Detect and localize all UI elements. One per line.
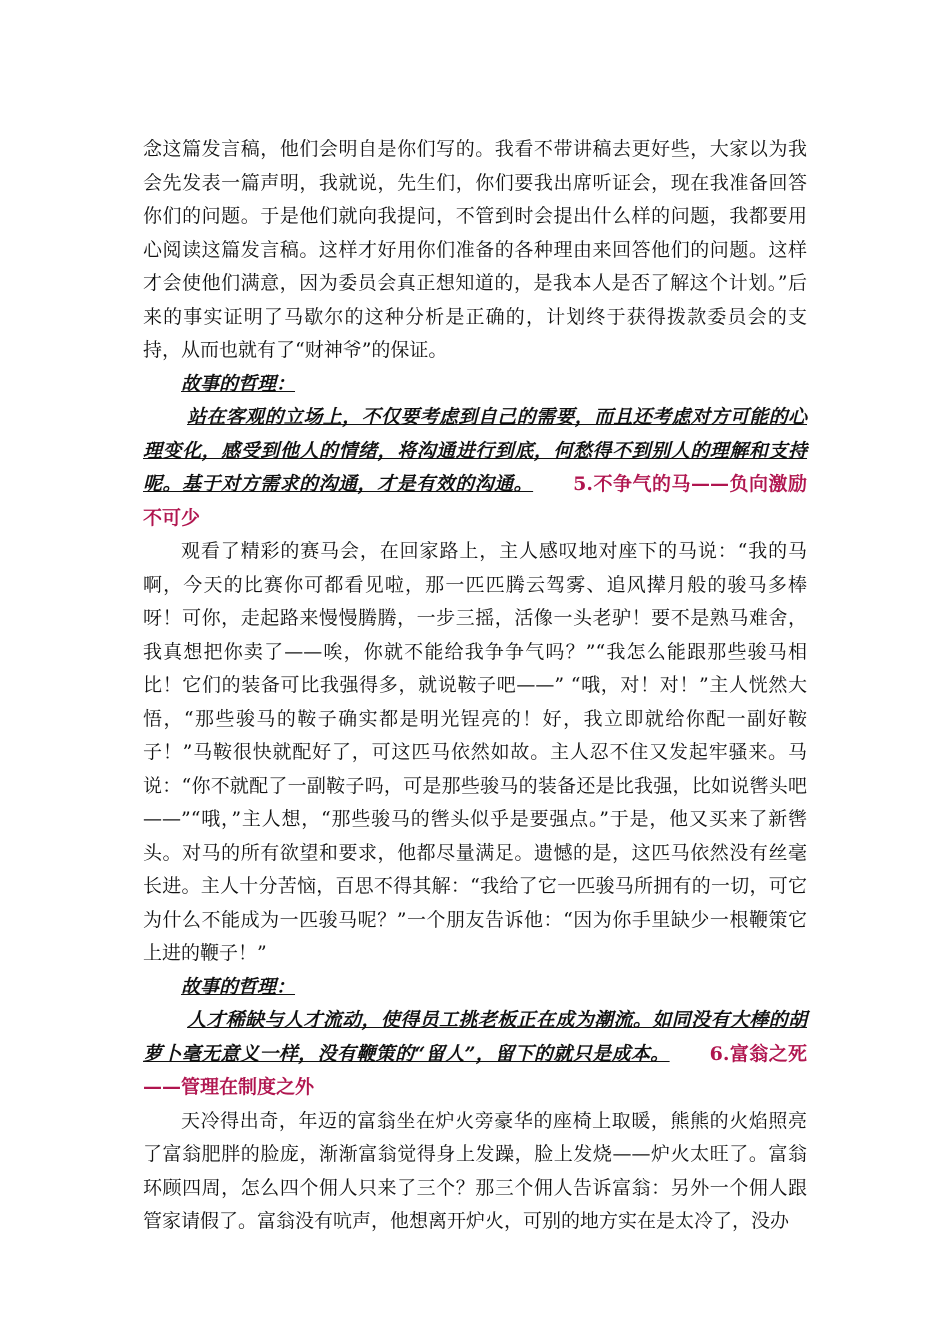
story-6-paragraph: 天冷得出奇，年迈的富翁坐在炉火旁豪华的座椅上取暖，熊熊的火焰照亮了富翁肥胖的脸庞，渐渐富翁觉得身上发躁，脸上发烧——炉火太旺了。富翁环顾四周，怎么四个佣人只来了三个？那三个佣人告诉富翁：另外一个佣人跟管家请假了。富翁没有吭声，他想离开炉火，可别的地方实在是太冷了，没办 bbox=[143, 1109, 807, 1232]
section-heading-5: 5.不争气的马——负向激励不可少 bbox=[143, 473, 807, 529]
moral-block-2 bbox=[143, 1004, 807, 1105]
document-page bbox=[143, 133, 807, 1239]
moral-title-2: 故事的哲理： bbox=[181, 975, 296, 998]
moral-block-1 bbox=[143, 401, 807, 535]
moral-title-1: 故事的哲理： bbox=[181, 372, 296, 395]
intro-paragraph: 念这篇发言稿，他们会明自是你们写的。我看不带讲稿去更好些，大家以为我会先发表一篇声明，我就说，先生们，你们要我出席听证会，现在我准备回答你们的问题。于是他们就向我提问，不管到时会提出什么样的问题，我都要用心阅读这篇发言稿。这样才好用你们准备的各种理由来回答他们的问题。这样才会使他们满意，因为委员会真正想知道的，是我本人是否了解这个计划。”后来的事实证明了马歇尔的这种分析是正确的，计划终于获得拨款委员会的支持，从而也就有了“财神爷”的保证。 bbox=[143, 138, 807, 361]
section-heading-6: 6.富翁之死——管理在制度之外 bbox=[143, 1042, 807, 1098]
moral-body-1: 站在客观的立场上，不仅要考虑到自己的需要，而且还考虑对方可能的心理变化，感受到他人的情绪，将沟通进行到底，何愁得不到别人的理解和支持呢。基于对方需求的沟通，才是有效的沟通。 bbox=[143, 406, 807, 495]
moral-body-2: 人才稀缺与人才流动，使得员工挑老板正在成为潮流。如同没有大棒的胡萝卜毫无意义一样，没有鞭策的“留人”，留下的就只是成本。 bbox=[143, 1009, 807, 1065]
story-5-paragraph: 观看了精彩的赛马会，在回家路上，主人感叹地对座下的马说：“我的马啊，今天的比赛你可都看见啦，那一匹匹腾云驾雾、追风撵月般的骏马多棒呀！可你，走起路来慢慢腾腾，一步三摇，活像一头老驴！要不是熟马难舍，我真想把你卖了——唉，你就不能给我争争气吗？”“我怎么能跟那些骏马相比！它们的装备可比我强得多，就说鞍子吧——” “哦，对！对！”主人恍然大悟，“那些骏马的鞍子确实都是明光锃亮的！好，我立即就给你配一副好鞍子！”马鞍很快就配好了，可这匹马依然如故。主人忍不住又发起牢骚来。马说：“你不就配了一副鞍子吗，可是那些骏马的装备还是比我强，比如说辔头吧——”“哦，”主人想，“那些骏马的辔头似乎是要强点。”于是，他又买来了新辔头。对马的所有欲望和要求，他都尽量满足。遗憾的是，这匹马依然没有丝毫长进。主人十分苦恼，百思不得其解：“我给了它一匹骏马所拥有的一切，可它为什么不能成为一匹骏马呢？”一个朋友告诉他：“因为你手里缺少一根鞭策它上进的鞭子！” bbox=[143, 540, 807, 964]
